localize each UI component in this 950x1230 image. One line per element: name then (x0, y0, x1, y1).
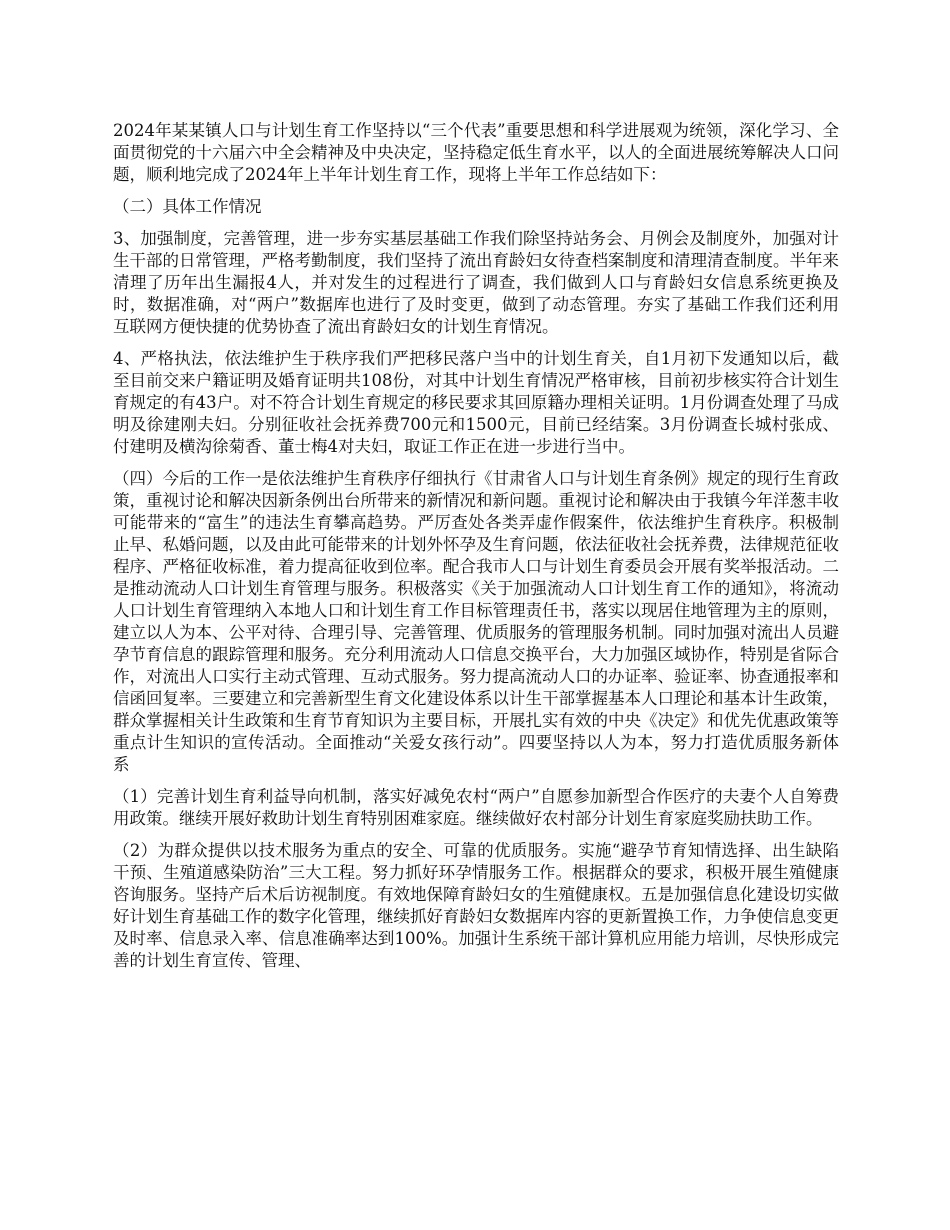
paragraph-item-3: 3、加强制度，完善管理，进一步夯实基层基础工作我们除坚持站务会、月例会及制度外，加强对计生干部的日常管理，严格考勤制度，我们坚持了流出育龄妇女待查档案制度和清理清查制度。半年来清理了历年出生漏报4人，并对发生的过程进行了调查，我们做到人口与育龄妇女信息系统更换及时，数据准确，对“两户”数据库也进行了及时变更，做到了动态管理。夯实了基础工作我们还利用互联网方便快捷的优势协查了流出育龄妇女的计划生育情况。 (113, 229, 839, 336)
document-body (113, 120, 839, 982)
paragraph-subitem-1: （1）完善计划生育利益导向机制，落实好减免农村“两户”自愿参加新型合作医疗的夫妻个人自筹费用政策。继续开展好救助计划生育特别困难家庭。继续做好农村部分计划生育家庭奖励扶助工作。 (113, 787, 839, 828)
paragraph-subitem-2: （2）为群众提供以技术服务为重点的安全、可靠的优质服务。实施“避孕节育知情选择、出生缺陷干预、生殖道感染防治”三大工程。努力抓好环孕情服务工作。根据群众的要求，积极开展生殖健康咨询服务。坚持产后术后访视制度。有效地保障育龄妇女的生殖健康权。五是加强信息化建设切实做好计划生育基础工作的数字化管理，继续抓好育龄妇女数据库内容的更新置换工作，力争使信息变更及时率、信息录入率、信息准确率达到100%。加强计生系统干部计算机应用能力培训，尽快形成完善的计划生育宣传、管理、 (113, 841, 839, 970)
section-heading-work-status: （二）具体工作情况 (113, 197, 262, 216)
paragraph-future-work: （四）今后的工作一是依法维护生育秩序仔细执行《甘肃省人口与计划生育条例》规定的现行生育政策，重视讨论和解决因新条例出台所带来的新情况和新问题。重视讨论和解决由于我镇今年洋葱丰收可能带来的“富生”的违法生育攀高趋势。严厉查处各类弄虚作假案件，依法维护生育秩序。积极制止早、私婚问题，以及由此可能带来的计划外怀孕及生育问题，依法征收社会抚养费，法律规范征收程序、严格征收标准，着力提高征收到位率。配合我市人口与计划生育委员会开展有奖举报活动。二是推动流动人口计划生育管理与服务。积极落实《关于加强流动人口计划生育工作的通知》，将流动人口计划生育管理纳入本地人口和计划生育工作目标管理责任书，落实以现居住地管理为主的原则，建立以人为本、公平对待、合理引导、完善管理、优质服务的管理服务机制。同时加强对流出人员避孕节育信息的跟踪管理和服务。充分利用流动人口信息交换平台，大力加强区域协作，特别是省际合作，对流出人口实行主动式管理、互动式服务。努力提高流动人口的办证率、验证率、协查通报率和信函回复率。三要建立和完善新型生育文化建设体系以计生干部掌握基本人口理论和基本计生政策，群众掌握相关计生政策和生育节育知识为主要目标，开展扎实有效的中央《决定》和优先优惠政策等重点计生知识的宣传活动。全面推动“关爱女孩行动”。四要坚持以人为本，努力打造优质服务新体系 (113, 469, 839, 774)
paragraph-item-4: 4、严格执法，依法维护生于秩序我们严把移民落户当中的计划生育关，自1月初下发通知以后，截至目前交来户籍证明及婚育证明共108份，对其中计划生育情况严格审核，目前初步核实符合计划生育规定的有43户。对不符合计划生育规定的移民要求其回原籍办理相关证明。1月份调查处理了马成明及徐建刚夫妇。分别征收社会抚养费700元和1500元，目前已经结案。3月份调查长城村张成、付建明及横沟徐菊香、董士梅4对夫妇，取证工作正在进一步进行当中。 (113, 349, 839, 456)
intro-paragraph: 2024年某某镇人口与计划生育工作坚持以“三个代表”重要思想和科学进展观为统领，深化学习、全面贯彻党的十六届六中全会精神及中央决定，坚持稳定低生育水平，以人的全面进展统筹解决人口问题，顺利地完成了2024年上半年计划生育工作，现将上半年工作总结如下： (113, 121, 839, 184)
